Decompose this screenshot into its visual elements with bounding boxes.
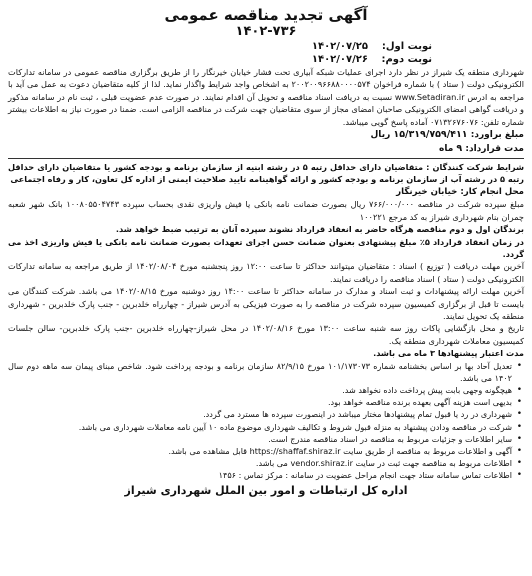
turn-first — [8, 40, 432, 53]
list-item: • تعدیل آحاد بها بر اساس بخشنامه شماره ۱۰۱/۱۷۳۰۷۳ مورخ ۸۲/۹/۱۵ سازمان برنامه و بودجه پرداخت شود. شاخص مبنای پیمان سه ماهه دوم سال ۱۴۰۲ می باشد. — [8, 360, 512, 384]
estimate-row — [8, 128, 524, 142]
opening-info: تاریخ و محل بازگشایی پاکات روز سه شنبه ساعت ۱۳:۰۰ مورخ ۱۴۰۲/۰۸/۱۶ در محل شیراز-چهارراه خلدبرین -جنب پارک خلدبرین- سالن جلسات کمیسیون معاملات شهرداری منطقه یک. — [8, 323, 524, 346]
footer-signature: اداره کل ارتباطات و امور بین الملل شهرداری شیراز — [124, 483, 408, 497]
list-item: • شرکت در مناقصه ودادن پیشنهاد به منزله قبول شروط و تکالیف شهرداری موضوع ماده ۱۰ آیین نامه معاملات شهرداری می باشد. — [8, 421, 512, 433]
duration-unit: ماه — [439, 144, 454, 155]
duration-label: مدت قرارداد: — [465, 144, 524, 155]
location-label: محل انجام کار: — [460, 186, 524, 197]
turn-first-date: ۱۴۰۲/۰۷/۲۵ — [311, 41, 368, 52]
list-item: • بدیهی است هزینه آگهی بعهده برنده مناقصه خواهد بود. — [8, 396, 512, 408]
estimate-unit: ریال — [370, 130, 391, 141]
turn-second-date: ۱۴۰۲/۰۷/۲۶ — [311, 54, 368, 65]
intro-paragraph: شهرداری منطقه یک شیراز در نظر دارد اجرای عملیات شبکه آبیاری تحت فشار خیابان خیرنگار را از طریق برگزاری مناقصه عمومی در سامانه تدارکات الکترونیکی دولت ( ستاد ) با شماره فراخوان ۲۰۰۲۰۰۹۶۶۸۸۰۰۰۰۵۷۴ به اشخاص واجد شرایط واگذار نماید. لذا از کلیه متقاضیان دعوت به عمل می آید با مراجعه به ادرس www.Setadiran.ir نسبت به دریافت اسناد مناقصه و تحویل آن اقدام نمایند. در صورت عدم عضویت قبلی ، ثبت نام در سامانه مذکور و دریافت گواهی امضای الکترونیکی صاحبان امضای مجاز از سوی متقاضیان جهت شرکت در مناقصه الزامی است. ضمنا در صورت نیاز به اطلاعات بیشتر شماره تلفن: ۰۷۱۳۲۶۷۶۰۷۶ آماده پاسخ گویی میباشد. — [8, 67, 524, 127]
estimate-value: ۱۵/۳۱۹/۷۵۹/۴۱۱ — [393, 129, 468, 141]
contractor-conditions: شرایط شرکت کنندگان : متقاضیان دارای حداقل رتبه ۵ در رشته ابنیه از سازمان برنامه و بودجه کشور یا متقاضیان دارای حداقل رتبه ۵ در رشته آب از سازمان برنامه و بودجه کشور و ارائه گواهینامه تایید صلاحیت ایمنی از اداره کل تعاون، کار و رفاه اجتماعی — [8, 162, 524, 185]
first-second-winners: برندگان اول و دوم مناقصه هرگاه حاضر به انعقاد قرارداد نشوند سپرده آنان به ترتیب ضبط خواهد شد. — [115, 224, 524, 235]
deadline-receive: آخرین مهلت دریافت ( توزیع ) اسناد : متقاضیان میتوانند حداکثر تا ساعت ۱۲:۰۰ روز پنجشنبه مورخ ۱۴۰۲/۰۸/۰۴ از طریق مراجعه به سامانه تدارکات الکترونیکی دولت ( ستاد ) اسناد مناقصه را دریافت نمایند. — [8, 261, 524, 284]
turn-second-label: نوبت دوم: — [381, 54, 432, 65]
list-item: • هیچگونه وجهی بابت پیش پرداخت داده نخواهد شد. — [8, 384, 512, 396]
ad-number: ۱۴۰۲-۷۳۶ — [235, 24, 297, 39]
estimate-label: مبلغ براورد: — [470, 130, 524, 141]
performance-guarantee: در زمان انعقاد قرارداد ۵٪ مبلغ پیشنهادی بعنوان ضمانت حسن اجرای تعهدات بصورت ضمانت نامه بانکی یا فیش واریزی اخذ می گردد. — [8, 236, 524, 259]
turn-second — [8, 53, 432, 66]
list-item: • اطلاعات مربوط به مناقصه جهت ثبت در سایت vendor.shiraz.ir می باشد. — [8, 457, 512, 469]
turn-first-label: نوبت اول: — [381, 41, 432, 52]
location-value: خیابان خیرنگار — [396, 186, 458, 197]
list-item: • اطلاعات تماس سامانه ستاد جهت انجام مراحل عضویت در سامانه : مرکز تماس : ۱۴۵۶ — [8, 469, 512, 481]
divider — [8, 158, 524, 159]
deadline-submit: آخرین مهلت ارائه پیشنهادات و ثبت اسناد و مدارک در سامانه حداکثر تا ساعت ۱۴:۰۰ روز دوشنبه مورخ ۱۴۰۲/۰۸/۱۵ می باشد. شرکت کنندگان می بایست تا قبل از برگزاری کمیسیون سپرده شرکت در مناقصه را به صورت فیزیکی به آدرس شیراز - چهارراه خلدبرین - جنب پارک خلدبرین - شهرداری منطقه یک تحویل نمایند. — [8, 286, 524, 321]
list-item: • آگهی و اطلاعات مربوط به مناقصه از طریق سایت https://shaffaf.shiraz.ir قابل مشاهده می باشد. — [8, 445, 512, 457]
location-row — [8, 186, 524, 199]
validity-info: مدت اعتبار پیشنهادها ۳ ماه می باشد. — [373, 348, 524, 359]
ad-title: آگهی تجدید مناقصه عمومی — [164, 6, 368, 24]
notes-list — [8, 360, 524, 482]
list-item: • شهرداری در رد یا قبول تمام پیشنهادها مختار میباشد در اینصورت سپرده ها مسترد می گردد. — [8, 408, 512, 420]
duration-row — [8, 142, 524, 156]
deposit-paragraph: مبلغ سپرده شرکت در مناقصه ۷۶۶/۰۰۰/۰۰۰ ریال بصورت ضمانت نامه بانکی یا فیش واریزی نقدی بحساب سپرده ۱۰۰۸۰۵۵۰۴۷۴۳ بانک شهر شعبه چمران بنام شهرداری شیراز به کد مرجع ۱۰۰۲۲۱ — [8, 199, 524, 222]
list-item: • سایر اطلاعات و جزئیات مربوط به مناقصه در اسناد مناقصه مندرج است. — [8, 433, 512, 445]
duration-value: ۹ — [456, 143, 463, 155]
